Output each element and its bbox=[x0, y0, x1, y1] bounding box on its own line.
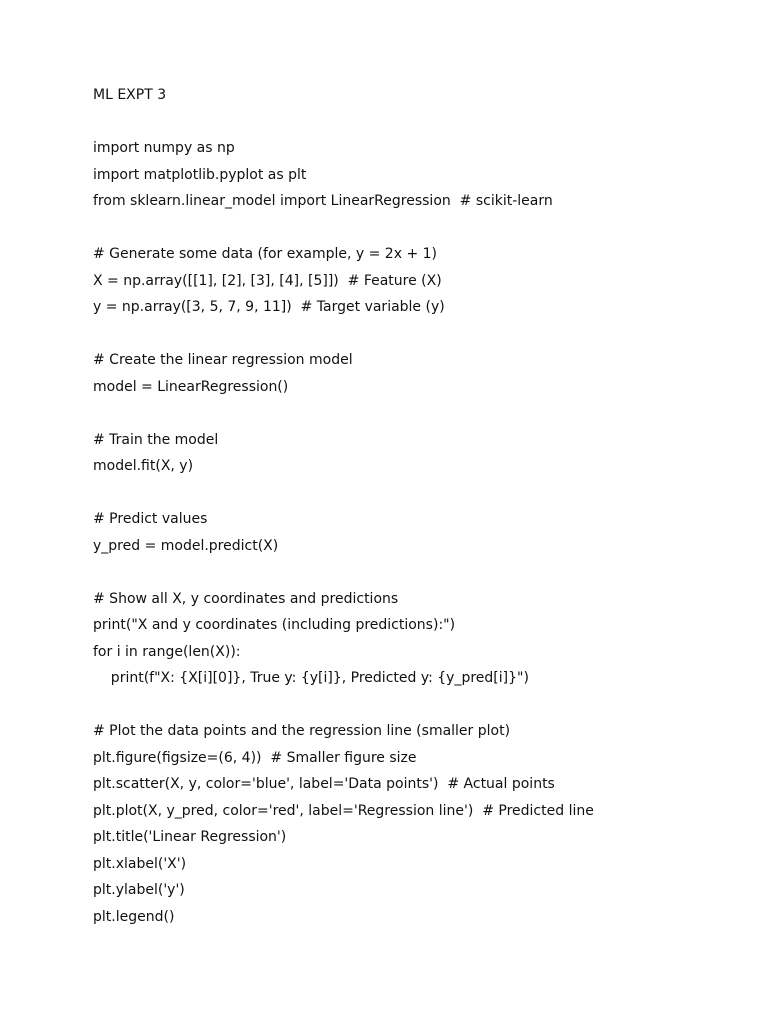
code-comment: # Show all X, y coordinates and predictions bbox=[93, 590, 399, 607]
code-comment: # Generate some data (for example, y = 2x + 1) bbox=[93, 246, 437, 262]
code-line: plt.figure(figsize=(6, 4)) # Smaller figure size bbox=[93, 749, 417, 766]
code-comment: # Plot the data points and the regression line (smaller plot) bbox=[93, 723, 511, 739]
code-line: import numpy as np bbox=[93, 140, 235, 156]
code-line: X = np.array([[1], [2], [3], [4], [5]]) # Feature (X) bbox=[93, 272, 442, 289]
code-line: model.fit(X, y) bbox=[93, 458, 194, 474]
blank-line bbox=[93, 484, 733, 511]
code-comment: # Train the model bbox=[93, 431, 219, 448]
code-comment: # Create the linear regression model bbox=[93, 352, 353, 368]
blank-line bbox=[93, 404, 733, 431]
code-line: model = LinearRegression() bbox=[93, 378, 289, 395]
code-line: y_pred = model.predict(X) bbox=[93, 537, 279, 554]
code-line: plt.plot(X, y_pred, color='red', label='Regression line') # Predicted line bbox=[93, 802, 594, 819]
document-title: ML EXPT 3 bbox=[93, 87, 167, 103]
code-line: plt.title('Linear Regression') bbox=[93, 829, 287, 845]
code-line: import matplotlib.pyplot as plt bbox=[93, 166, 307, 183]
code-line: plt.legend() bbox=[93, 908, 175, 925]
code-line: for i in range(len(X)): bbox=[93, 643, 241, 660]
code-line: print("X and y coordinates (including predictions):") bbox=[93, 617, 456, 633]
code-line: from sklearn.linear_model import LinearRegression # scikit-learn bbox=[93, 193, 553, 209]
code-line: plt.ylabel('y') bbox=[93, 882, 185, 898]
blank-line bbox=[93, 113, 733, 140]
blank-line bbox=[93, 219, 733, 246]
code-line: plt.scatter(X, y, color='blue', label='Data points') # Actual points bbox=[93, 776, 555, 792]
code-line: y = np.array([3, 5, 7, 9, 11]) # Target variable (y) bbox=[93, 299, 445, 315]
document-body bbox=[93, 86, 733, 934]
blank-line bbox=[93, 325, 733, 352]
code-line: plt.xlabel('X') bbox=[93, 855, 187, 872]
blank-line bbox=[93, 563, 733, 590]
code-line: print(f"X: {X[i][0]}, True y: {y[i]}, Predicted y: {y_pred[i]}") bbox=[93, 670, 529, 686]
code-comment: # Predict values bbox=[93, 511, 208, 527]
blank-line bbox=[93, 696, 733, 723]
